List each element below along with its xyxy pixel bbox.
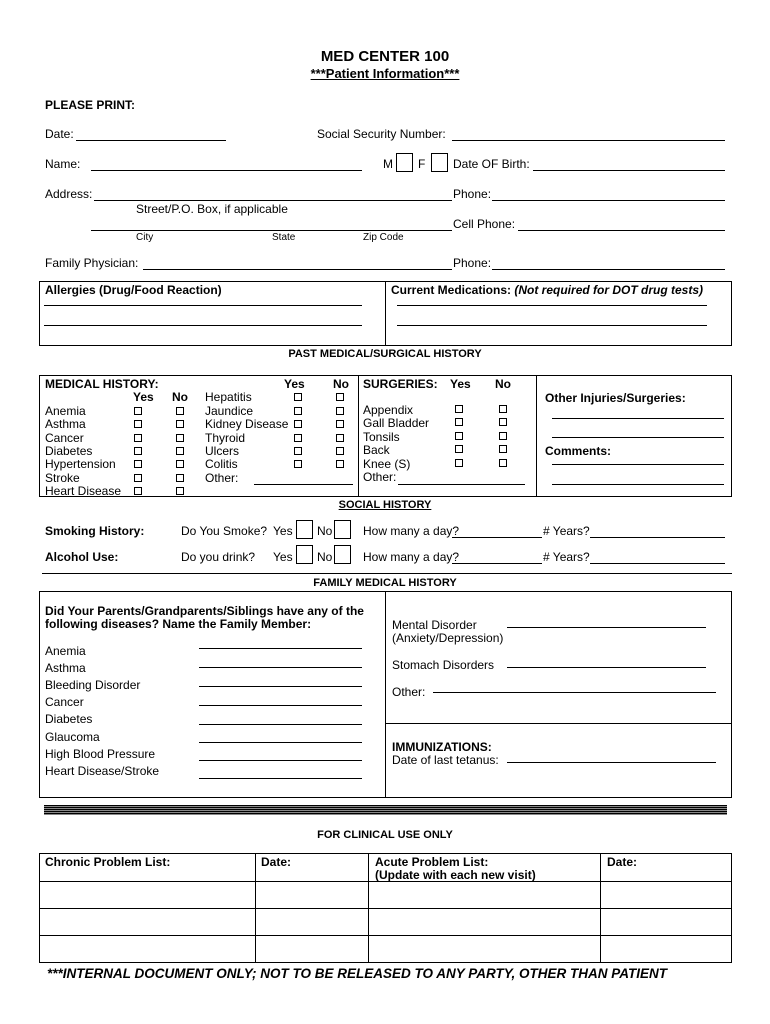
ssn-field[interactable] [452,140,725,141]
smoke-how-many-field[interactable] [452,537,542,538]
family-hbp-field[interactable] [199,760,362,761]
allergies-line-2[interactable] [44,325,362,326]
kidney-disease-no-checkbox[interactable] [336,420,344,428]
dob-field[interactable] [533,170,725,171]
condition-ulcers: Ulcers [205,444,240,458]
knee-yes-checkbox[interactable] [455,459,463,467]
name-label: Name: [45,157,81,171]
medications-line-1[interactable] [397,305,707,306]
tetanus-label: Date of last tetanus: [392,753,499,767]
family-anemia: Anemia [45,644,86,658]
condition-hypertension: Hypertension [45,457,116,471]
col1-yes-header: Yes [133,390,154,404]
family-heart-field[interactable] [199,778,362,779]
family-question-line-1: Did Your Parents/Grandparents/Siblings have any of the [45,604,364,618]
acute-date-header: Date: [607,855,638,869]
tonsils-yes-checkbox[interactable] [455,432,463,440]
condition-diabetes: Diabetes [45,444,93,458]
appendix-no-checkbox[interactable] [499,405,507,413]
smoke-question: Do You Smoke? [181,524,268,538]
stroke-no-checkbox[interactable] [176,474,184,482]
surgeries-yes-header: Yes [450,377,471,391]
family-anemia-field[interactable] [199,648,362,649]
medications-title: Current Medications: [391,283,512,297]
drink-how-many-label: How many a day? [363,550,460,564]
other-injuries-label: Other Injuries/Surgeries: [545,391,686,405]
family-bleeding-disorder: Bleeding Disorder [45,678,141,692]
anemia-yes-checkbox[interactable] [134,407,142,415]
family-heart-disease: Heart Disease/Stroke [45,764,160,778]
condition-cancer: Cancer [45,431,84,445]
family-diabetes: Diabetes [45,712,93,726]
medical-history-title: MEDICAL HISTORY: [45,377,159,391]
other-injuries-line-1[interactable] [552,418,724,419]
mental-disorder-field[interactable] [507,627,706,628]
family-glaucoma-field[interactable] [199,742,362,743]
asthma-yes-checkbox[interactable] [134,420,142,428]
mental-disorder-line-2: (Anxiety/Depression) [392,631,504,645]
address-city-field[interactable] [91,230,452,231]
heart-disease-no-checkbox[interactable] [176,487,184,495]
surgery-appendix: Appendix [363,403,414,417]
surgery-back: Back [363,443,390,457]
stomach-disorders-label: Stomach Disorders [392,658,495,672]
diabetes-no-checkbox[interactable] [176,447,184,455]
hepatitis-yes-checkbox[interactable] [294,393,302,401]
chronic-date-header: Date: [261,855,292,869]
male-label: M [383,157,393,171]
allergies-label: Allergies (Drug/Food Reaction) [45,283,222,297]
gall-bladder-no-checkbox[interactable] [499,418,507,426]
family-diabetes-field[interactable] [199,724,362,725]
clinical-separator [44,805,727,815]
condition-anemia: Anemia [45,404,86,418]
stomach-disorders-field[interactable] [507,667,706,668]
smoke-yes-checkbox[interactable] [296,520,313,539]
alcohol-label: Alcohol Use: [45,550,119,564]
form-title: MED CENTER 100 [320,48,450,65]
family-asthma-field[interactable] [199,667,362,668]
chronic-problem-header: Chronic Problem List: [45,855,171,869]
comments-label: Comments: [545,444,612,458]
hypertension-yes-checkbox[interactable] [134,460,142,468]
gall-bladder-yes-checkbox[interactable] [455,418,463,426]
back-no-checkbox[interactable] [499,445,507,453]
allergies-divider [385,281,386,346]
cell-phone-field[interactable] [518,230,725,231]
family-history-title: FAMILY MEDICAL HISTORY [313,577,457,589]
form-subtitle: ***Patient Information*** [310,66,460,81]
internal-notice: ***INTERNAL DOCUMENT ONLY; NOT TO BE RELEASED TO ANY PARTY, OTHER THAN PATIENT [47,966,668,981]
col2-no-header: No [333,377,349,391]
physician-phone-field[interactable] [492,269,725,270]
comments-line-1[interactable] [552,464,724,465]
smoke-how-many-label: How many a day? [363,524,460,538]
ssn-label: Social Security Number: [317,127,446,141]
drink-no-checkbox[interactable] [334,545,351,564]
date-label: Date: [45,127,74,141]
state-hint: State [272,232,296,243]
surgeries-title: SURGERIES: [363,377,438,391]
physician-phone-label: Phone: [453,256,492,270]
surgeries-no-header: No [495,377,511,391]
smoke-years-field[interactable] [590,537,725,538]
cancer-no-checkbox[interactable] [176,434,184,442]
city-hint: City [136,232,154,243]
social-bottom-rule [42,573,732,574]
kidney-disease-yes-checkbox[interactable] [294,420,302,428]
condition-asthma: Asthma [45,417,86,431]
condition-kidney-disease: Kidney Disease [205,417,289,431]
condition-hepatitis: Hepatitis [205,390,252,404]
anemia-no-checkbox[interactable] [176,407,184,415]
clinical-title: FOR CLINICAL USE ONLY [317,829,453,841]
female-label: F [418,157,426,171]
appendix-yes-checkbox[interactable] [455,405,463,413]
jaundice-no-checkbox[interactable] [336,407,344,415]
ulcers-no-checkbox[interactable] [336,447,344,455]
col2-yes-header: Yes [284,377,305,391]
medications-label [391,283,703,297]
family-glaucoma: Glaucoma [45,730,100,744]
family-divider [385,591,386,798]
family-other-label: Other: [392,685,426,699]
colitis-no-checkbox[interactable] [336,460,344,468]
acute-problem-header: Acute Problem List: [375,855,489,869]
condition-heart-disease: Heart Disease [45,484,122,498]
jaundice-yes-checkbox[interactable] [294,407,302,415]
stroke-yes-checkbox[interactable] [134,474,142,482]
phone-field[interactable] [492,200,725,201]
female-checkbox[interactable] [431,153,448,172]
name-field[interactable] [91,170,362,171]
tetanus-field[interactable] [507,762,716,763]
dob-label: Date OF Birth: [453,157,530,171]
address-label: Address: [45,187,93,201]
condition-colitis: Colitis [205,457,238,471]
tonsils-no-checkbox[interactable] [499,432,507,440]
surgery-other-field[interactable] [398,484,525,485]
clinical-row-divider-3 [39,935,732,936]
family-high-blood-pressure: High Blood Pressure [45,747,156,761]
diabetes-yes-checkbox[interactable] [134,447,142,455]
drink-how-many-field[interactable] [452,563,542,564]
smoke-years-label: # Years? [543,524,590,538]
family-physician-label: Family Physician: [45,256,139,270]
colitis-yes-checkbox[interactable] [294,460,302,468]
clinical-row-divider-2 [39,908,732,909]
comments-line-2[interactable] [552,484,724,485]
condition-other-field[interactable] [254,484,353,485]
drink-question: Do you drink? [181,550,256,564]
past-history-title: PAST MEDICAL/SURGICAL HISTORY [288,348,482,360]
thyroid-no-checkbox[interactable] [336,434,344,442]
ulcers-yes-checkbox[interactable] [294,447,302,455]
family-bleeding-field[interactable] [199,686,362,687]
family-asthma: Asthma [45,661,86,675]
cancer-yes-checkbox[interactable] [134,434,142,442]
other-injuries-line-2[interactable] [552,437,724,438]
smoke-no-label: No [317,524,333,538]
knee-no-checkbox[interactable] [499,459,507,467]
drink-no-label: No [317,550,333,564]
surgery-other-label: Other: [363,470,397,484]
smoke-no-checkbox[interactable] [334,520,351,539]
smoking-label: Smoking History: [45,524,145,538]
phone-label: Phone: [453,187,492,201]
drink-yes-label: Yes [273,550,293,564]
family-question-line-2: following diseases? Name the Family Member: [45,617,312,631]
drink-yes-checkbox[interactable] [296,545,313,564]
asthma-no-checkbox[interactable] [176,420,184,428]
history-divider-1 [358,375,359,497]
acute-problem-note: (Update with each new visit) [375,868,536,882]
male-checkbox[interactable] [396,153,413,172]
heart-disease-yes-checkbox[interactable] [134,487,142,495]
mental-disorder-line-1: Mental Disorder [392,618,477,632]
hepatitis-no-checkbox[interactable] [336,393,344,401]
col1-no-header: No [172,390,188,404]
zip-hint: Zip Code [363,232,404,243]
condition-thyroid: Thyroid [205,431,246,445]
medications-note: (Not required for DOT drug tests) [514,283,704,297]
family-cancer: Cancer [45,695,84,709]
surgery-knee: Knee (S) [363,457,411,471]
family-other-field[interactable] [433,692,716,693]
condition-other-label: Other: [205,471,239,485]
surgery-tonsils: Tonsils [363,430,400,444]
date-field[interactable] [76,140,226,141]
immunizations-rule [386,723,732,724]
family-cancer-field[interactable] [199,705,362,706]
address-street-field[interactable] [94,200,452,201]
condition-stroke: Stroke [45,471,80,485]
condition-jaundice: Jaundice [205,404,254,418]
please-print-label: PLEASE PRINT: [45,98,136,112]
street-hint: Street/P.O. Box, if applicable [136,202,288,216]
drink-years-label: # Years? [543,550,590,564]
social-history-title: SOCIAL HISTORY [338,499,432,511]
allergies-line-1[interactable] [44,305,362,306]
surgery-gall-bladder: Gall Bladder [363,416,430,430]
history-divider-2 [536,375,537,497]
medications-line-2[interactable] [397,325,707,326]
family-physician-field[interactable] [143,269,452,270]
back-yes-checkbox[interactable] [455,445,463,453]
thyroid-yes-checkbox[interactable] [294,434,302,442]
cell-phone-label: Cell Phone: [453,217,516,231]
hypertension-no-checkbox[interactable] [176,460,184,468]
drink-years-field[interactable] [590,563,725,564]
immunizations-label: IMMUNIZATIONS: [392,740,492,754]
smoke-yes-label: Yes [273,524,293,538]
